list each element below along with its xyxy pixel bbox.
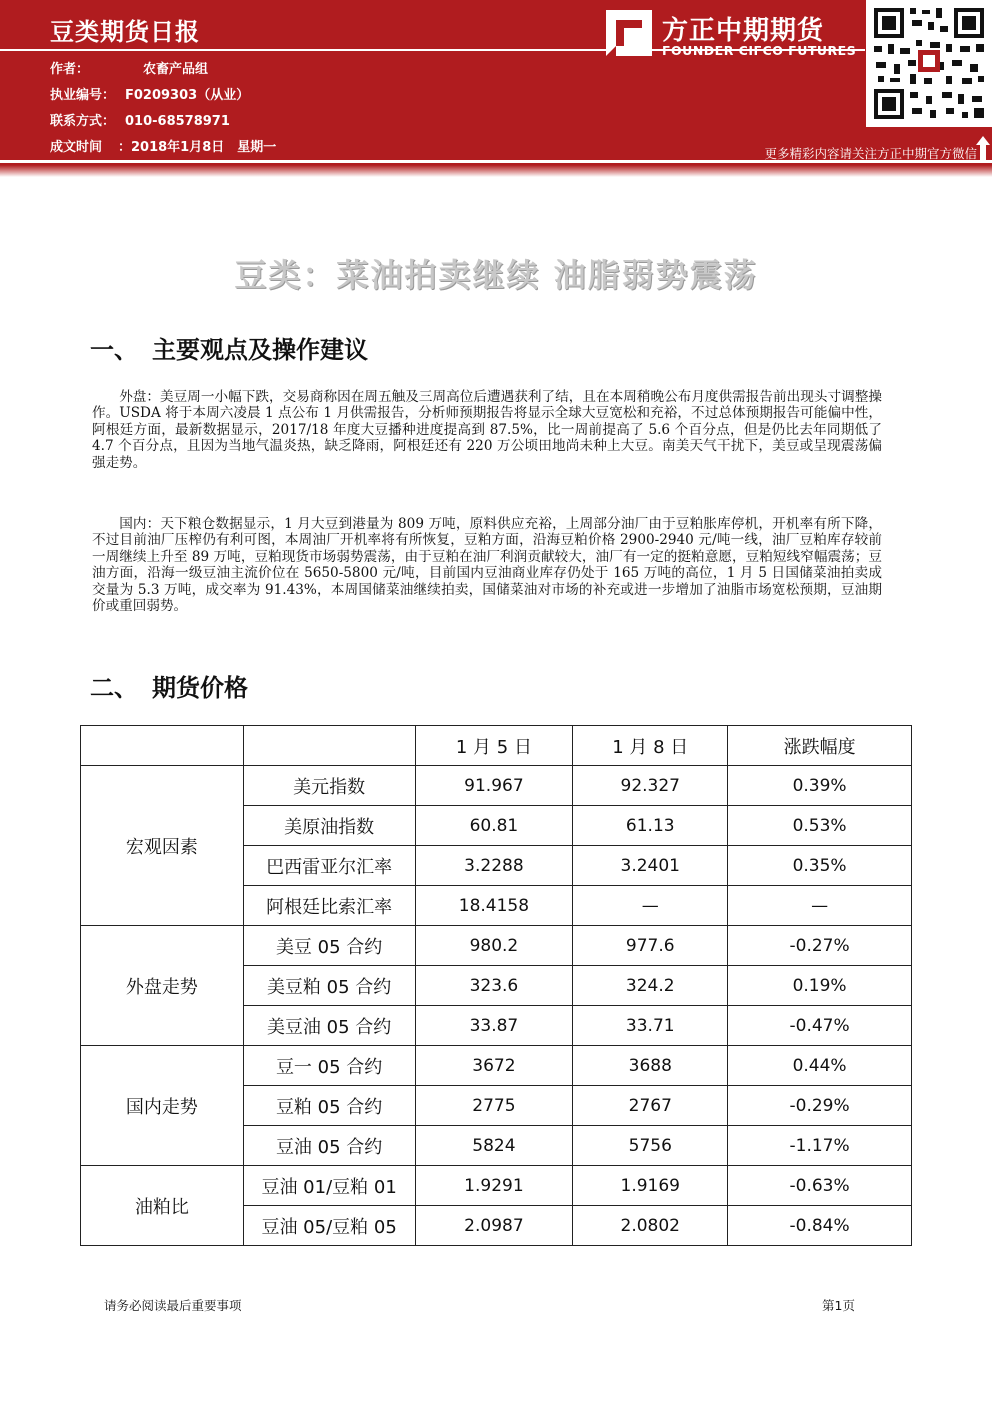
item-cell: 豆油 01/豆粕 01 — [243, 1166, 415, 1206]
item-cell: 美豆粕 05 合约 — [243, 966, 415, 1006]
item-cell: 豆油 05/豆粕 05 — [243, 1206, 415, 1246]
category-cell: 外盘走势 — [81, 926, 244, 1046]
section-heading-prices — [90, 668, 248, 703]
table-header-cell: 1 月 8 日 — [573, 726, 728, 766]
meta-author — [50, 58, 208, 77]
value-cell: 60.81 — [415, 806, 573, 846]
value-cell: 1.9291 — [415, 1166, 573, 1206]
meta-value: ：2018年1月8日 星期一 — [118, 140, 277, 155]
meta-value: F0209303（从业） — [125, 88, 250, 103]
value-cell: 1.9169 — [573, 1166, 728, 1206]
paragraph-overseas: 外盘：美豆周一小幅下跌，交易商称因在周五触及三周高位后遭遇获利了结，且在本周稍晚公布月度供需报告前出现头寸调整操作。USDA 将于本周六凌晨 1 点公布 1 月供需报告，分析师预期报告将显示全球大豆宽松和充裕，不过总体预期报告可能偏中性，阿根廷方面，最新数据显示，2017/18 年度大豆播种进度提高到 87.5%，比一周前提高了 5.6 个百分点，但是仍比去年同期低了 4.7 个百分点，且因为当地气温炎热，缺乏降雨，阿根廷还有 220 万公顷田地尚未种上大豆。南美天气干扰下，美豆或呈现震荡偏强走势。 — [92, 389, 882, 471]
value-cell: 3688 — [573, 1046, 728, 1086]
futures-price-table — [80, 725, 912, 1246]
value-cell: 2775 — [415, 1086, 573, 1126]
change-cell: -0.27% — [728, 926, 912, 966]
document-title: 豆类：菜油拍卖继续 油脂弱势震荡 — [234, 256, 758, 294]
change-cell: 0.35% — [728, 846, 912, 886]
meta-key: 作者： — [50, 62, 90, 77]
section-label: 主要观点及操作建议 — [152, 336, 368, 364]
table-header-row — [81, 726, 912, 766]
value-cell: 324.2 — [573, 966, 728, 1006]
logo-english-name: FOUNDER CIFCO FUTURES — [662, 43, 857, 58]
change-cell: 0.53% — [728, 806, 912, 846]
footer-notice: 请务必阅读最后重要事项 — [104, 1298, 242, 1313]
table-header-cell: 涨跌幅度 — [728, 726, 912, 766]
value-cell: 3672 — [415, 1046, 573, 1086]
meta-value: 农畜产品组 — [143, 62, 209, 77]
item-cell: 豆一 05 合约 — [243, 1046, 415, 1086]
value-cell: 5756 — [573, 1126, 728, 1166]
report-series-title: 豆类期货日报 — [50, 18, 200, 46]
item-cell: 巴西雷亚尔汇率 — [243, 846, 415, 886]
paragraph-domestic: 国内：天下粮仓数据显示，1 月大豆到港量为 809 万吨，原料供应充裕，上周部分油厂由于豆粕胀库停机，开机率有所下降，不过目前油厂压榨仍有利可图，本周油厂开机率将有所恢复，豆粕方面，沿海豆粕价格 2900-2940 元/吨一线，油厂豆粕库存较前一周继续上升至 89 万吨，豆粕现货市场弱势震荡，由于豆粕在油厂利润贡献较大，油厂有一定的挺粕意愿，豆粕短线窄幅震荡；豆油方面，沿海一级豆油主流价位在 5650-5800 元/吨，目前国内豆油商业库存仍处于 165 万吨的高位，1 月 5 日国储菜油拍卖成交量为 5.3 万吨，成交率为 91.43%，本周国储菜油继续拍卖，国储菜油对市场的补充或进一步增加了油脂市场宽松预期，豆油期价或重回弱势。 — [92, 516, 882, 615]
header-gradient — [0, 165, 992, 177]
meta-license — [50, 84, 249, 103]
table-header-cell — [243, 726, 415, 766]
value-cell: 33.87 — [415, 1006, 573, 1046]
qr-code-icon — [866, 0, 992, 127]
category-cell: 国内走势 — [81, 1046, 244, 1166]
meta-contact — [50, 110, 230, 129]
value-cell: 2767 — [573, 1086, 728, 1126]
founder-logo-icon — [606, 10, 652, 56]
up-arrow-icon — [976, 136, 990, 160]
meta-value: 010-68578971 — [125, 114, 230, 129]
section-number: 一、 — [90, 336, 138, 364]
value-cell: 3.2401 — [573, 846, 728, 886]
section-number: 二、 — [90, 674, 138, 702]
page-number: 第1页 — [822, 1298, 855, 1313]
logo-chinese-name: 方正中期期货 — [662, 16, 825, 46]
category-cell: 油粕比 — [81, 1166, 244, 1246]
value-cell: 323.6 — [415, 966, 573, 1006]
meta-key: 联系方式： — [50, 114, 116, 129]
item-cell: 豆粕 05 合约 — [243, 1086, 415, 1126]
table-row — [81, 766, 912, 806]
table-row — [81, 926, 912, 966]
company-logo — [606, 10, 866, 60]
change-cell: — — [728, 886, 912, 926]
item-cell: 豆油 05 合约 — [243, 1126, 415, 1166]
value-cell: 977.6 — [573, 926, 728, 966]
change-cell: -0.47% — [728, 1006, 912, 1046]
change-cell: -0.84% — [728, 1206, 912, 1246]
item-cell: 美豆油 05 合约 — [243, 1006, 415, 1046]
item-cell: 美元指数 — [243, 766, 415, 806]
change-cell: -1.17% — [728, 1126, 912, 1166]
meta-key: 成文时间 — [50, 140, 103, 155]
value-cell: 92.327 — [573, 766, 728, 806]
section-label: 期货价格 — [152, 674, 248, 702]
value-cell: 5824 — [415, 1126, 573, 1166]
table-row — [81, 1166, 912, 1206]
value-cell: 2.0987 — [415, 1206, 573, 1246]
change-cell: 0.44% — [728, 1046, 912, 1086]
change-cell: -0.29% — [728, 1086, 912, 1126]
follow-wechat-text: 更多精彩内容请关注方正中期官方微信 — [764, 146, 977, 161]
category-cell: 宏观因素 — [81, 766, 244, 926]
value-cell: 2.0802 — [573, 1206, 728, 1246]
value-cell: 33.71 — [573, 1006, 728, 1046]
table-header-cell: 1 月 5 日 — [415, 726, 573, 766]
item-cell: 美原油指数 — [243, 806, 415, 846]
section-heading-views — [90, 330, 368, 365]
value-cell: 18.4158 — [415, 886, 573, 926]
item-cell: 阿根廷比索汇率 — [243, 886, 415, 926]
value-cell: — — [573, 886, 728, 926]
table-header-cell — [81, 726, 244, 766]
report-header — [0, 0, 992, 165]
value-cell: 3.2288 — [415, 846, 573, 886]
item-cell: 美豆 05 合约 — [243, 926, 415, 966]
change-cell: 0.39% — [728, 766, 912, 806]
change-cell: 0.19% — [728, 966, 912, 1006]
meta-date — [50, 136, 276, 155]
value-cell: 61.13 — [573, 806, 728, 846]
change-cell: -0.63% — [728, 1166, 912, 1206]
value-cell: 91.967 — [415, 766, 573, 806]
value-cell: 980.2 — [415, 926, 573, 966]
table-row — [81, 1046, 912, 1086]
meta-key: 执业编号： — [50, 88, 116, 103]
